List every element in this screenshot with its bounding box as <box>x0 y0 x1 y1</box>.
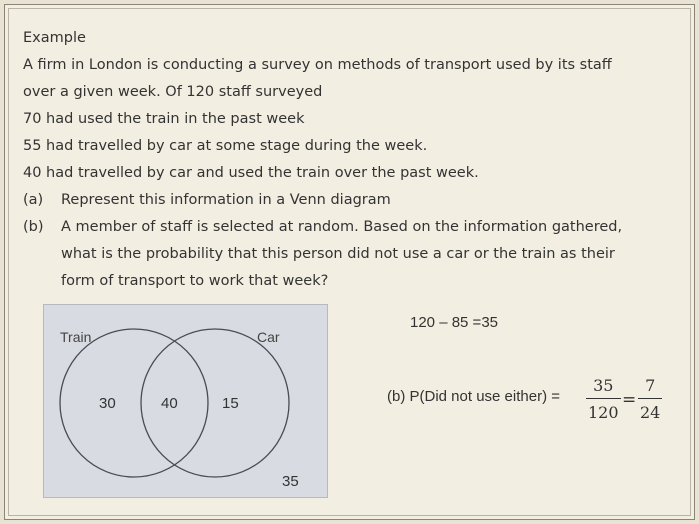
fraction-2-numerator: 7 <box>645 376 656 395</box>
text-line-5: 40 had travelled by car and used the train over the past week. <box>23 165 479 181</box>
fraction-1-numerator: 35 <box>593 376 614 395</box>
text-line-2: over a given week. Of 120 staff surveyed <box>23 84 323 100</box>
text-line-4: 55 had travelled by car at some stage during the week. <box>23 138 428 154</box>
train-only-value: 30 <box>99 395 116 412</box>
calculation: 120 – 85 =35 <box>410 314 499 331</box>
part-a-label: (a) <box>23 192 44 208</box>
part-a-text: Represent this information in a Venn diagram <box>61 192 391 208</box>
part-b-label: (b) <box>23 219 44 235</box>
heading: Example <box>23 30 86 46</box>
fraction-1-denominator: 120 <box>588 403 619 422</box>
both-value: 40 <box>161 395 178 412</box>
train-label: Train <box>60 329 92 345</box>
part-b-line-3: form of transport to work that week? <box>61 273 329 289</box>
neither-value: 35 <box>282 473 299 490</box>
train-circle <box>60 329 208 477</box>
fraction-7-24 <box>638 376 662 422</box>
fraction-2-denominator: 24 <box>640 403 661 422</box>
car-label: Car <box>257 329 280 345</box>
part-b-line-1: A member of staff is selected at random. Based on the information gathered, <box>61 219 623 235</box>
venn-diagram <box>43 304 328 498</box>
car-only-value: 15 <box>222 395 239 412</box>
fraction-35-120 <box>586 376 621 422</box>
text-line-1: A firm in London is conducting a survey on methods of transport used by its staff <box>23 57 612 73</box>
equals-sign: = <box>622 390 637 410</box>
part-b-line-2: what is the probability that this person did not use a car or the train as their <box>61 246 615 262</box>
probability-label: (b) P(Did not use either) = <box>387 388 560 405</box>
text-line-3: 70 had used the train in the past week <box>23 111 305 127</box>
